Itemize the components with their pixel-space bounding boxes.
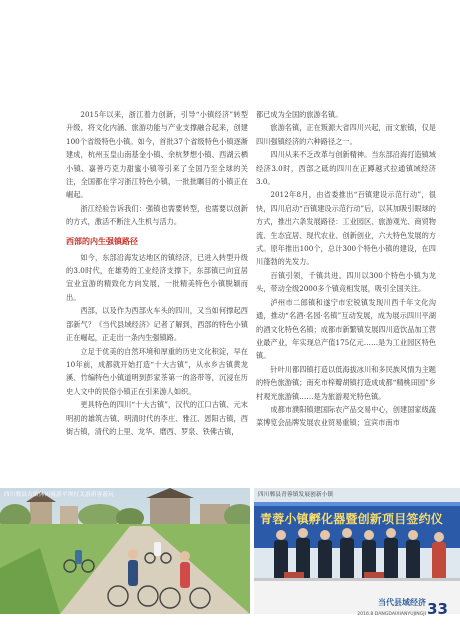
paragraph: 如今，东部沿海发达地区的镇经济，已进入转型升级的3.0时代，在雄势的工业经济支撑下，东部镇已向宜居宜业宜游的精致化方向发展，一批精美特色小镇脱颖而出。 — [66, 252, 248, 302]
magazine-title: 当代县域经济 — [378, 598, 426, 607]
paragraph: 成都市濮阳镇建国际农产品交易中心，创建国家级蔬菜博览会品牌发展农业贸易重镇；宜宾市南市 — [256, 404, 436, 428]
section-subheading: 西部的内生强镇路径 — [66, 236, 138, 246]
paragraph: 都已成为全国的旅游名镇。 — [256, 110, 343, 119]
paragraph: 旅游名镇，正在叛源大省四川兴起，而文旅镇，仅是四川强镇经济的六种路径之一。 — [256, 123, 436, 146]
paragraph: 四川从来不乏改革与创新精神。当东部沿海打造镇域经济3.0时，西部之砥的四川在正蹲越式拉通镇域经济3.0。 — [256, 150, 436, 187]
photo-caption: 四川郫县青蓉镇发展创新小镇 — [258, 492, 334, 498]
photo-cycling-town — [0, 488, 250, 614]
paragraph: 百镇引领，千镇共进。四川以300个特色小镇为龙头，带动全级2000多个镇竞相发展，吸引全国关注。 — [256, 270, 436, 294]
photo-signing-ceremony — [254, 488, 460, 614]
banner-text: 青蓉小镇孵化器暨创新项目签约仪 — [260, 512, 444, 526]
paragraph: 西部，以及作为西部火车头的四川，又当如何撑起西部新气？《当代县域经济》记者了解到，西部的特色小镇正在崛起，正走出一条内生强镇路。 — [66, 306, 248, 343]
paragraph: 更具特色的四川“十大古镇”，汉代的江口古镇、元末明初的雄筑古镇、明清时代的李庄、雅江、恩阳古镇，西街古镇，清代的上里、龙华、磨西、罗泉、铁佛古镇， — [66, 400, 248, 436]
paragraph: 浙江经验告诉我们：强镇也需要转型，也需要以创新的方式，激活不断注入生机与活力。 — [66, 203, 248, 227]
article-right-column — [256, 108, 436, 430]
paragraph: 立足于优美的自然环境和厚重的历史文化积淀，早在10年前，成都就开始打造“十大古镇”，从水乡古镇黄龙溪、竹编特色小镇道明到彭家茶第一的洛带等，沉浸在历史人文中的民俗小镇正在引来游人如织。 — [66, 346, 248, 396]
ceremony-illustration — [254, 488, 460, 614]
photo-caption: 四川郫县古镇休闲骑游平坝打关游游客游玩 — [4, 492, 115, 498]
page-number: 33 — [427, 600, 448, 618]
cycling-illustration — [0, 488, 250, 614]
paragraph: 2015年以来，浙江着力创新，引导“小镇经济”转型升级，将文化内涵、旅游功能与产业支撑融合起来，创建100个省级特色小镇。如今，首批37个省级特色小镇逐渐建成，杭州玉皇山南基金小镇、余杭梦想小镇、西湖云栖小镇、嘉善巧克力甜蜜小镇等引来了全国乃至全球的关注，全国都在学习浙江特色小镇，一批批瞩目的小镇正在崛起。 — [66, 110, 248, 200]
paragraph: 泸州市二郎镇和遂宁市宏锐镇发现川西千年文化沟通，推动“名酒·名园·名镇”互动发展，成为展示四川平湖的酒文化特色名镇；成都市新繁镇发展四川造饮品加工营业最产业，年实现总产值175亿元……是为工业园区特色镇。 — [256, 297, 436, 361]
paragraph: 针叶川都四镇打造以低海拔冰川和多民族风情为主题的特色旅游镇；南充市梓瓣胡镇打造成成都“精桃田园”乡村观光旅游镇……是为旅游观光特色镇。 — [256, 364, 436, 401]
issue-info: 2016.8 DANGDAIXIANYUJINGJI — [357, 612, 426, 617]
article-left-column — [66, 108, 248, 438]
paragraph: 2012年8月，由省委推出“百镇建设示范行动”，很快，四川启动“百镇建设示范行动”后，以其加吸引眼球的方式，推出六条发展路径：工业园区、旅游观光、商贸物流、生态宜居、现代农业、创新创业，六大特色发展的方式。原年推出100个，总计300个特色小镇的建设，在四川蓬勃的先发力。 — [256, 190, 436, 267]
